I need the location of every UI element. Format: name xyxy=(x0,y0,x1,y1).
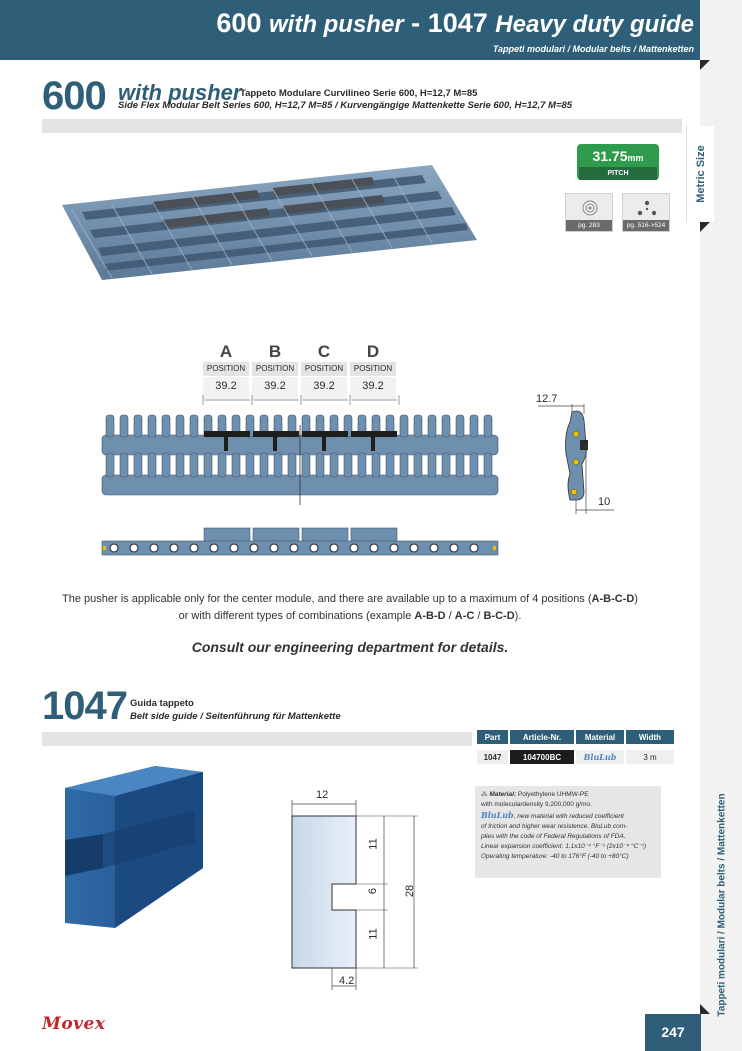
section-600-title: with pusher xyxy=(118,80,242,105)
operating-temperature: Operating temperature: -40 to 176°F (-40 to +80°C) xyxy=(481,853,629,860)
col-width: Width xyxy=(626,730,674,744)
material-line: ⁂ Material: Polyethylene UHMW-PE xyxy=(481,791,589,798)
tab-fold xyxy=(700,222,710,232)
cell-part: 1047 xyxy=(477,750,508,764)
page-header xyxy=(0,0,700,60)
metric-size-tab xyxy=(686,126,714,222)
position-a-label: POSITION xyxy=(203,362,249,376)
sprocket-reference[interactable] xyxy=(565,193,613,232)
page-fold xyxy=(700,1004,710,1014)
section-1047-italian: Guida tappeto xyxy=(130,698,194,709)
guide-dim-d3: 11 xyxy=(367,928,380,940)
material-icon: ⁂ xyxy=(481,791,488,798)
position-d-dim: 39.2 xyxy=(350,377,396,401)
movex-logo: Movex xyxy=(42,1014,106,1034)
side-guide-product-image xyxy=(55,758,215,938)
guide-dim-total: 28 xyxy=(404,884,417,898)
position-c-letter: C xyxy=(317,342,331,361)
belt-side-view-drawing xyxy=(100,525,500,557)
section-600-italian: Tappeto Modulare Curvilineo Serie 600, H=12,7 M=85 xyxy=(240,88,478,99)
guide-dim-d2: 6 xyxy=(367,887,380,895)
position-c-dim: 39.2 xyxy=(301,377,347,401)
consult-note: Consult our engineering department for details. xyxy=(191,639,509,655)
section-600-subtitle: Side Flex Modular Belt Series 600, H=12,7 M=85 / Kurvengängige Mattenkette Serie 600, H=12,7 M=85 xyxy=(118,100,573,111)
blulub-line-2: of friction and higher wear resistence. BluLub com- xyxy=(481,823,628,830)
sprocket-icon xyxy=(566,194,614,222)
blulub-line-1: BluLub, new material with reduced coefficient xyxy=(481,810,624,820)
side-guide-section-drawing xyxy=(288,800,428,992)
section-1047-number: 1047 xyxy=(42,684,127,728)
desc-line-2: or with different types of combinations (example A-B-D / A-C / B-C-D). xyxy=(178,610,522,622)
header-title: 600 with pusher - 1047 Heavy duty guide xyxy=(216,8,694,38)
metric-size-label: Metric Size xyxy=(694,145,707,203)
position-a-letter: A xyxy=(219,342,233,361)
section-1047-divider xyxy=(42,732,472,746)
side-dim-bottom: 10 xyxy=(598,496,611,508)
position-b-label: POSITION xyxy=(252,362,298,376)
material-density: with moleculardensity 9,200,000 g/mo. xyxy=(481,801,592,808)
cell-material: BluLub xyxy=(576,750,624,764)
header-fold xyxy=(700,60,710,70)
pitch-label: PITCH xyxy=(579,167,657,180)
page-number: 247 xyxy=(645,1014,701,1051)
table-header-row xyxy=(477,730,674,744)
col-part: Part xyxy=(477,730,508,744)
pitch-box xyxy=(577,144,659,180)
section-divider xyxy=(42,119,682,133)
cell-article: 104700BC xyxy=(510,750,574,764)
position-c-label: POSITION xyxy=(301,362,347,376)
expansion-coefficient: Linear expansion coefficient: 1.1x10⁻⁴ °F⁻¹ (2x10⁻⁴ °C⁻¹) xyxy=(481,843,647,850)
pusher-description xyxy=(40,591,660,625)
side-vertical-label: Tappeti modulari / Modular belts / Mattenketten xyxy=(716,793,728,1017)
col-material: Material xyxy=(576,730,624,744)
belt-top-view-drawing xyxy=(100,395,500,515)
material-info-box xyxy=(475,786,661,878)
pitch-value: 31.75mm xyxy=(579,146,657,167)
section-1047-subtitle: Belt side guide / Seitenführung für Mattenkette xyxy=(130,711,341,722)
ref-page-2: pg. 516->524 xyxy=(623,220,669,231)
desc-line-1: The pusher is applicable only for the center module, and there are available up to a maximum of 4 positions (A-B-C-D) xyxy=(62,593,638,605)
accessories-icon xyxy=(623,194,671,222)
guide-dim-d1: 11 xyxy=(367,838,380,850)
cell-width: 3 m xyxy=(626,750,674,764)
position-a-dim: 39.2 xyxy=(203,377,249,401)
position-d-letter: D xyxy=(366,342,380,361)
position-b-dim: 39.2 xyxy=(252,377,298,401)
col-article: Article-Nr. xyxy=(510,730,574,744)
ref-page-1: pg. 283 xyxy=(566,220,612,231)
belt-cross-section-drawing xyxy=(536,404,616,516)
part-table xyxy=(475,730,676,764)
section-600-number: 600 xyxy=(42,74,106,118)
guide-dim-width: 12 xyxy=(316,789,329,801)
header-subtitle: Tappeti modulari / Modular belts / Mattenketten xyxy=(492,44,694,54)
side-dim-top: 12.7 xyxy=(536,393,558,405)
belt-product-image xyxy=(42,150,482,285)
table-row xyxy=(477,750,674,764)
guide-dim-bottom: 4.2 xyxy=(339,975,355,987)
position-d-label: POSITION xyxy=(350,362,396,376)
blulub-line-3: plies with the code of Federal Regulations of FDA. xyxy=(481,833,626,840)
position-b-letter: B xyxy=(268,342,282,361)
accessories-reference[interactable] xyxy=(622,193,670,232)
